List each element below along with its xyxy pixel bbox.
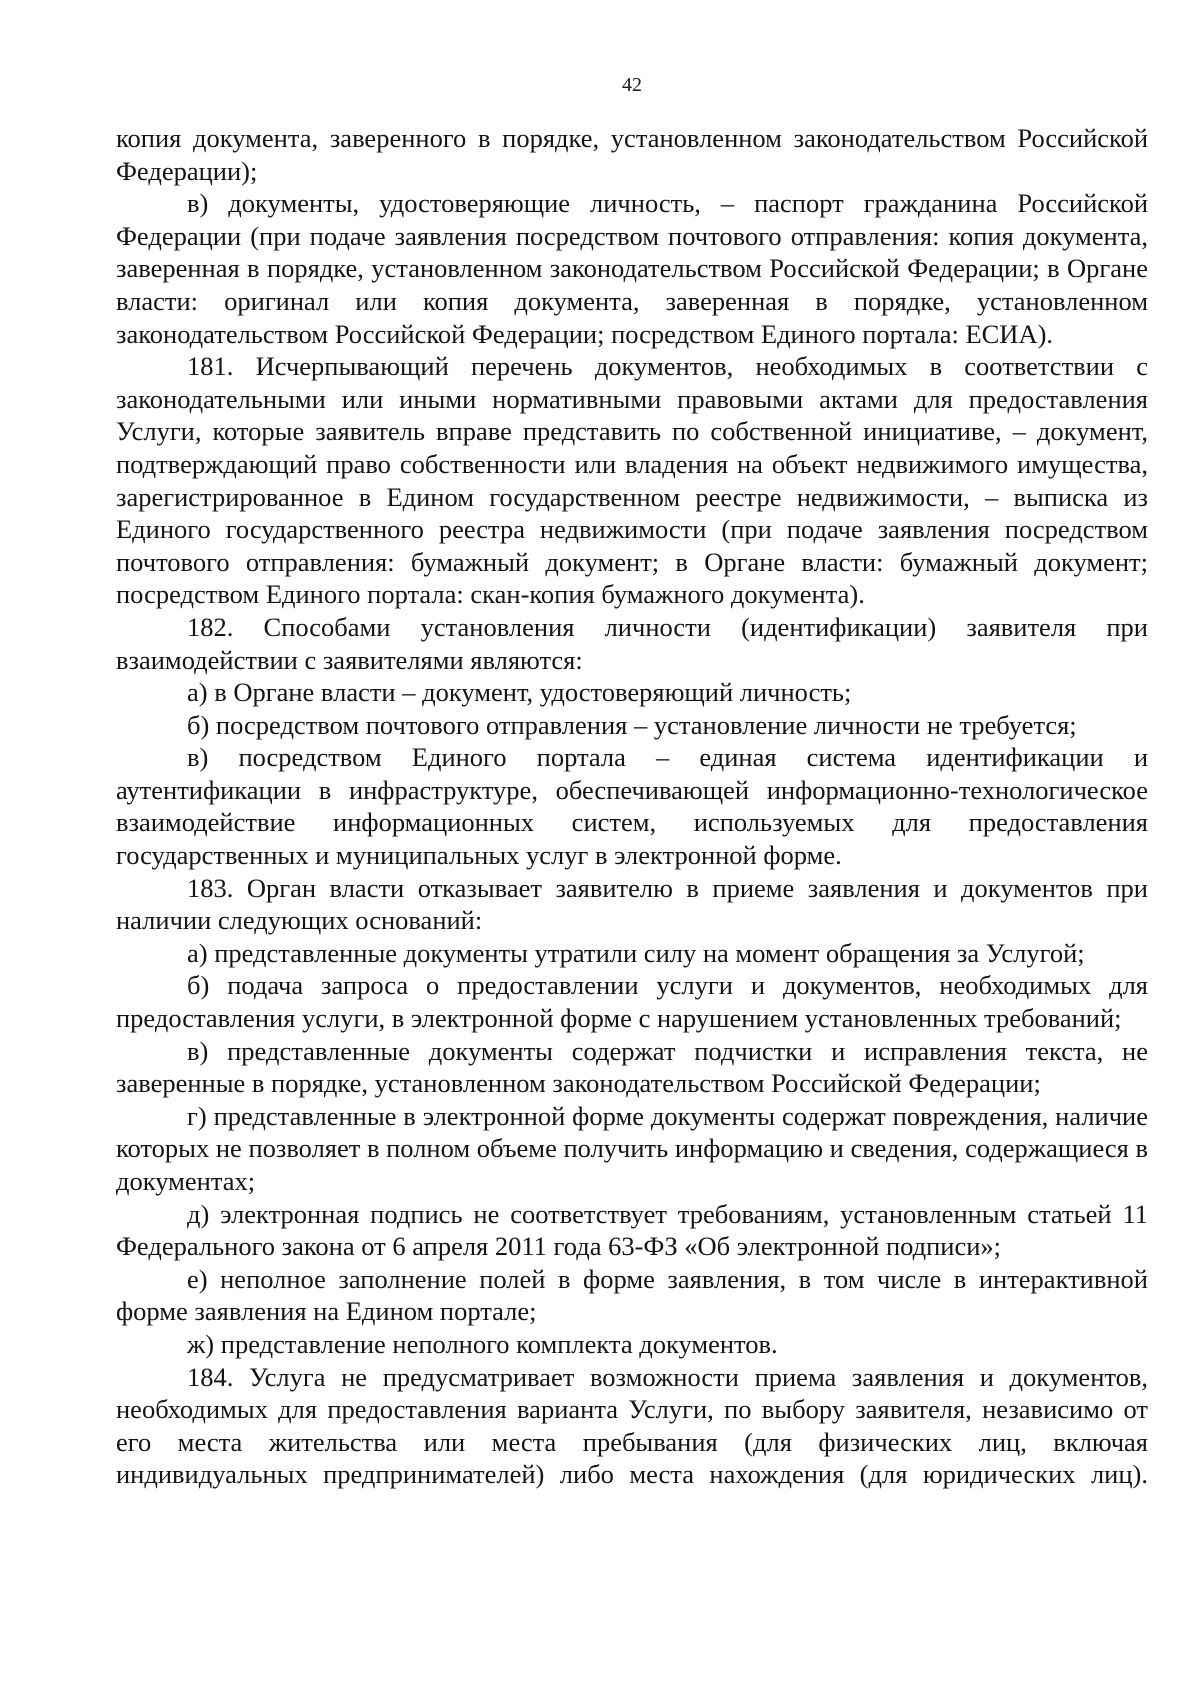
paragraph: а) в Органе власти – документ, удостоверяющий личность; [187,677,852,708]
paragraph: 183. Орган власти отказывает заявителю в приеме заявления и документов при наличии следующих оснований: [116,872,1148,936]
paragraph: д) электронная подпись не соответствует требованиям, установленным статьей 11 Федерального закона от 6 апреля 2011 года 63-ФЗ «Об электронной подписи»; [116,1198,1148,1262]
paragraph: а) представленные документы утратили силу на момент обращения за Услугой; [187,937,1085,968]
paragraph: ж) представление неполного комплекта документов. [187,1328,778,1359]
page-number: 42 [622,74,642,96]
paragraph: в) документы, удостоверяющие личность, – паспорт гражданина Российской Федерации (при подаче заявления посредством почтового отправления: копия документа, заверенная в порядке, установленном законодательством Российской Федерации; в Органе власти: оригинал или копия документа, заверенная в порядке, установленном законодательством Российской Федерации; посредством Единого портала: ЕСИА). [116,188,1148,349]
paragraph: б) посредством почтового отправления – установление личности не требуется; [187,709,1077,740]
paragraph: г) представленные в электронной форме документы содержат повреждения, наличие которых не позволяет в полном объеме получить информацию и сведения, содержащиеся в документах; [116,1100,1148,1196]
paragraph: б) подача запроса о предоставлении услуги и документов, необходимых для предоставления услуги, в электронной форме с нарушением установленных требований; [116,970,1148,1034]
paragraph: е) неполное заполнение полей в форме заявления, в том числе в интерактивной форме заявления на Едином портале; [116,1263,1148,1327]
paragraph: 184. Услуга не предусматривает возможности приема заявления и документов, необходимых для предоставления варианта Услуги, по выбору заявителя, независимо от его места жительства или места пребывания (для физических лиц, включая индивидуальных предпринимателей) либо места нахождения (для юридических лиц). [116,1361,1148,1490]
document-body [116,122,1148,1491]
paragraph: в) посредством Единого портала – единая система идентификации и аутентификации в инфраструктуре, обеспечивающей информационно-технологическое взаимодействие информационных систем, используемых для предоставления государственных и муниципальных услуг в электронной форме. [116,742,1148,871]
paragraph: 182. Способами установления личности (идентификации) заявителя при взаимодействии с заявителями являются: [116,611,1148,675]
paragraph: 181. Исчерпывающий перечень документов, необходимых в соответствии с законодательными или иными нормативными правовыми актами для предоставления Услуги, которые заявитель вправе представить по собственной инициативе, – документ, подтверждающий право собственности или владения на объект недвижимого имущества, зарегистрированное в Едином государственном реестре недвижимости, – выписка из Единого государственного реестра недвижимости (при подаче заявления посредством почтового отправления: бумажный документ; в Органе власти: бумажный документ; посредством Единого портала: скан-копия бумажного документа). [116,351,1148,610]
paragraph: копия документа, заверенного в порядке, установленном законодательством Российской Федерации); [116,123,1148,186]
paragraph: в) представленные документы содержат подчистки и исправления текста, не заверенные в порядке, установленном законодательством Российской Федерации; [116,1035,1148,1099]
